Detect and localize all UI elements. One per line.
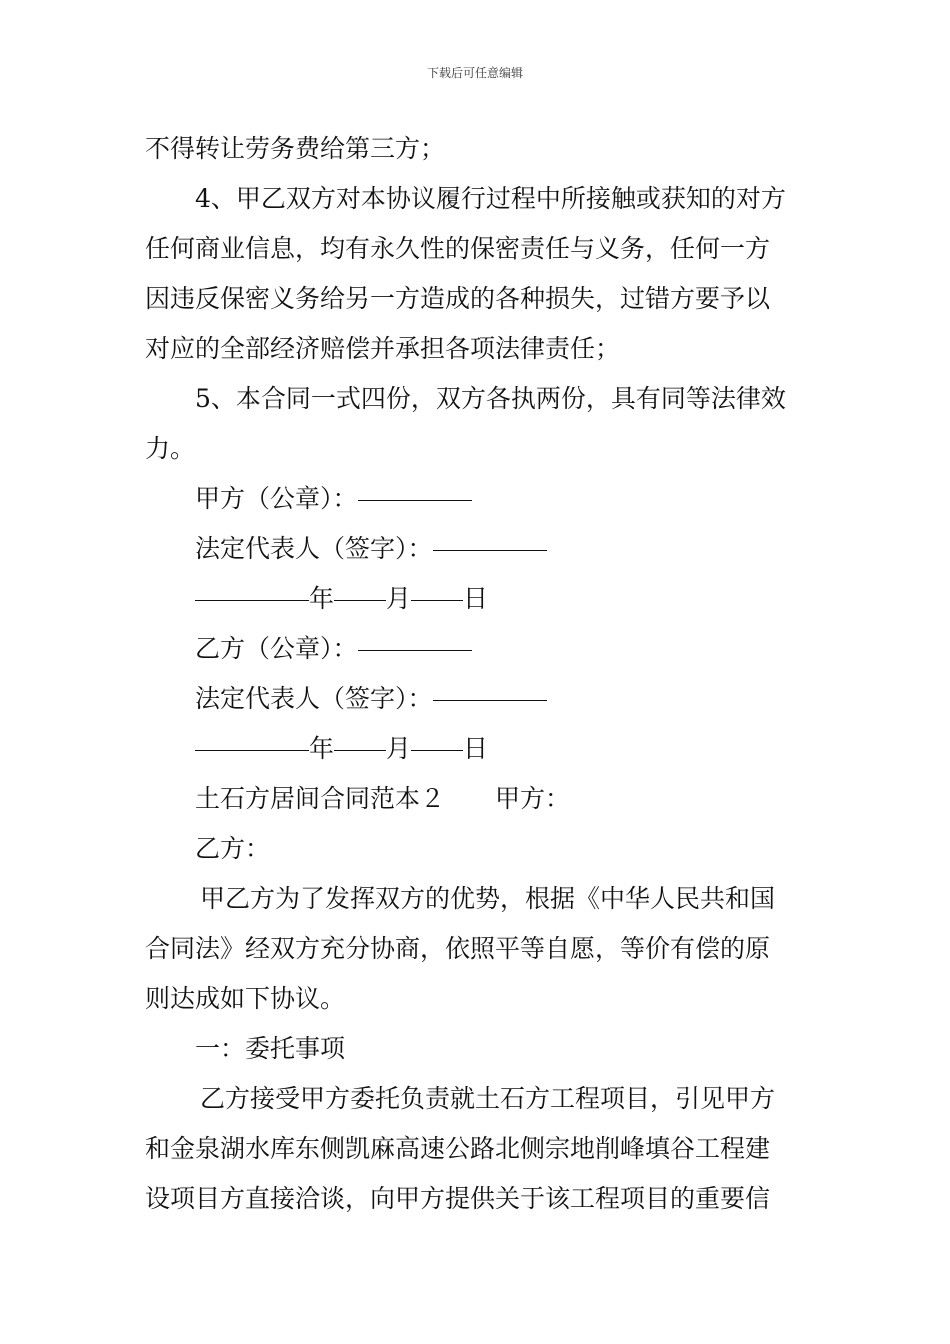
document-body <box>145 124 810 1224</box>
party-a-date-line <box>145 574 810 624</box>
clause-4-line-4: 对应的全部经济赔偿并承担各项法律责任； <box>145 334 621 363</box>
party-a-seal-line <box>145 474 810 524</box>
party-b-rep-blank <box>433 700 547 701</box>
party-b-seal-line <box>145 624 810 674</box>
preamble-line-3: 则达成如下协议。 <box>145 984 346 1013</box>
section-1-line-2: 和金泉湖水库东侧凯麻高速公路北侧宗地削峰填谷工程建 <box>145 1134 771 1163</box>
section-1-heading: 一：委托事项 <box>195 1034 346 1063</box>
party-a-seal-blank <box>358 500 472 501</box>
month-blank <box>334 600 386 601</box>
contract-2-party-b: 乙方： <box>195 834 271 863</box>
contract-2-title: 土石方居间合同范本２ <box>195 784 446 813</box>
day-label: 日 <box>463 734 489 763</box>
month-label: 月 <box>386 584 412 613</box>
clause-4-line-3: 因违反保密义务给另一方造成的各种损失，过错方要予以 <box>145 284 771 313</box>
page-header: 下载后可任意编辑 <box>426 66 523 80</box>
day-label: 日 <box>463 584 489 613</box>
year-blank <box>195 600 309 601</box>
section-1-line-1: 乙方接受甲方委托负责就土石方工程项目，引见甲方 <box>200 1084 776 1113</box>
clause-4-line-1: 4、甲乙双方对本协议履行过程中所接触或获知的对方 <box>195 184 786 213</box>
month-label: 月 <box>386 734 412 763</box>
party-b-date-line <box>145 724 810 774</box>
year-label: 年 <box>309 734 335 763</box>
party-a-seal-label: 甲方（公章）： <box>195 484 358 513</box>
party-b-seal-blank <box>358 650 472 651</box>
day-blank <box>411 750 463 751</box>
preamble-line-1: 甲乙方为了发挥双方的优势，根据《中华人民共和国 <box>200 884 776 913</box>
section-1-line-3: 设项目方直接洽谈，向甲方提供关于该工程项目的重要信 <box>145 1184 771 1213</box>
text-line: 不得转让劳务费给第三方； <box>145 134 446 163</box>
year-blank <box>195 750 309 751</box>
day-blank <box>411 600 463 601</box>
contract-2-title-line <box>145 774 810 824</box>
party-a-rep-blank <box>433 550 547 551</box>
clause-4-line-2: 任何商业信息，均有永久性的保密责任与义务，任何一方 <box>145 234 771 263</box>
party-a-rep-line <box>145 524 810 574</box>
party-a-rep-label: 法定代表人（签字）： <box>195 534 433 563</box>
party-b-seal-label: 乙方（公章）： <box>195 634 358 663</box>
clause-5-line-2: 力。 <box>145 434 196 463</box>
preamble-line-2: 合同法》经双方充分协商，依照平等自愿，等价有偿的原 <box>145 934 771 963</box>
year-label: 年 <box>309 584 335 613</box>
month-blank <box>334 750 386 751</box>
party-b-rep-line <box>145 674 810 724</box>
party-b-rep-label: 法定代表人（签字）： <box>195 684 433 713</box>
clause-5-line-1: 5、本合同一式四份，双方各执两份，具有同等法律效 <box>195 384 786 413</box>
contract-2-party-a: 甲方： <box>495 784 571 813</box>
